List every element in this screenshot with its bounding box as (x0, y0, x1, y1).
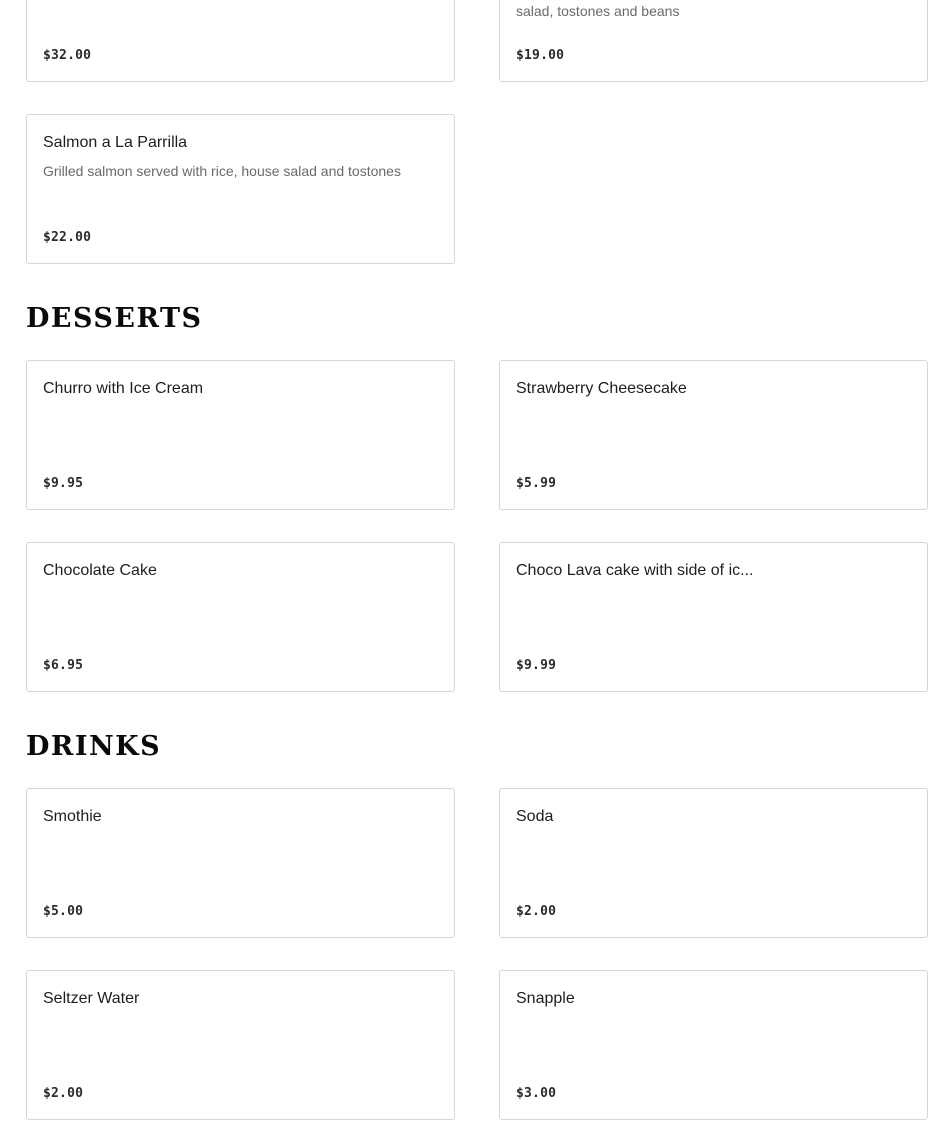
section-title-drinks: DRINKS (26, 731, 162, 762)
menu-item-card[interactable] (499, 0, 928, 82)
menu-item-card[interactable] (499, 970, 928, 1120)
menu-item-name: Strawberry Cheesecake (516, 380, 687, 397)
menu-item-name: Smothie (43, 808, 102, 825)
menu-item-description: salad, tostones and beans (516, 3, 680, 19)
menu-item-card[interactable] (499, 788, 928, 938)
menu-item-price: $19.00 (516, 48, 565, 63)
menu-item-price: $3.00 (516, 1086, 557, 1101)
menu-item-card[interactable] (26, 788, 455, 938)
menu-item-price: $9.99 (516, 658, 557, 673)
menu-item-price: $6.95 (43, 658, 84, 673)
menu-item-price: $9.95 (43, 476, 84, 491)
menu-item-name: Chocolate Cake (43, 562, 157, 579)
menu-item-name: Salmon a La Parrilla (43, 134, 188, 151)
menu-item-price: $2.00 (43, 1086, 84, 1101)
menu-item-card[interactable] (26, 114, 455, 264)
menu-item-price: $5.99 (516, 476, 557, 491)
menu-item-card[interactable] (26, 542, 455, 692)
menu-item-card[interactable] (26, 360, 455, 510)
menu-item-price: $22.00 (43, 230, 92, 245)
menu-item-card[interactable] (499, 360, 928, 510)
menu-item-name: Churro with Ice Cream (43, 380, 204, 397)
menu-item-price: $2.00 (516, 904, 557, 919)
menu-item-card[interactable] (499, 542, 928, 692)
menu-item-card[interactable] (26, 970, 455, 1120)
menu-item-name: Soda (516, 808, 554, 825)
menu-item-name: Choco Lava cake with side of ic... (516, 562, 754, 579)
section-title-desserts: DESSERTS (26, 303, 203, 334)
menu-item-name: Seltzer Water (43, 990, 140, 1007)
menu-item-price: $5.00 (43, 904, 84, 919)
menu-item-price: $32.00 (43, 48, 92, 63)
menu-item-description: Grilled salmon served with rice, house salad and tostones (43, 163, 401, 179)
menu-item-card[interactable] (26, 0, 455, 82)
menu-item-name: Snapple (516, 990, 575, 1007)
